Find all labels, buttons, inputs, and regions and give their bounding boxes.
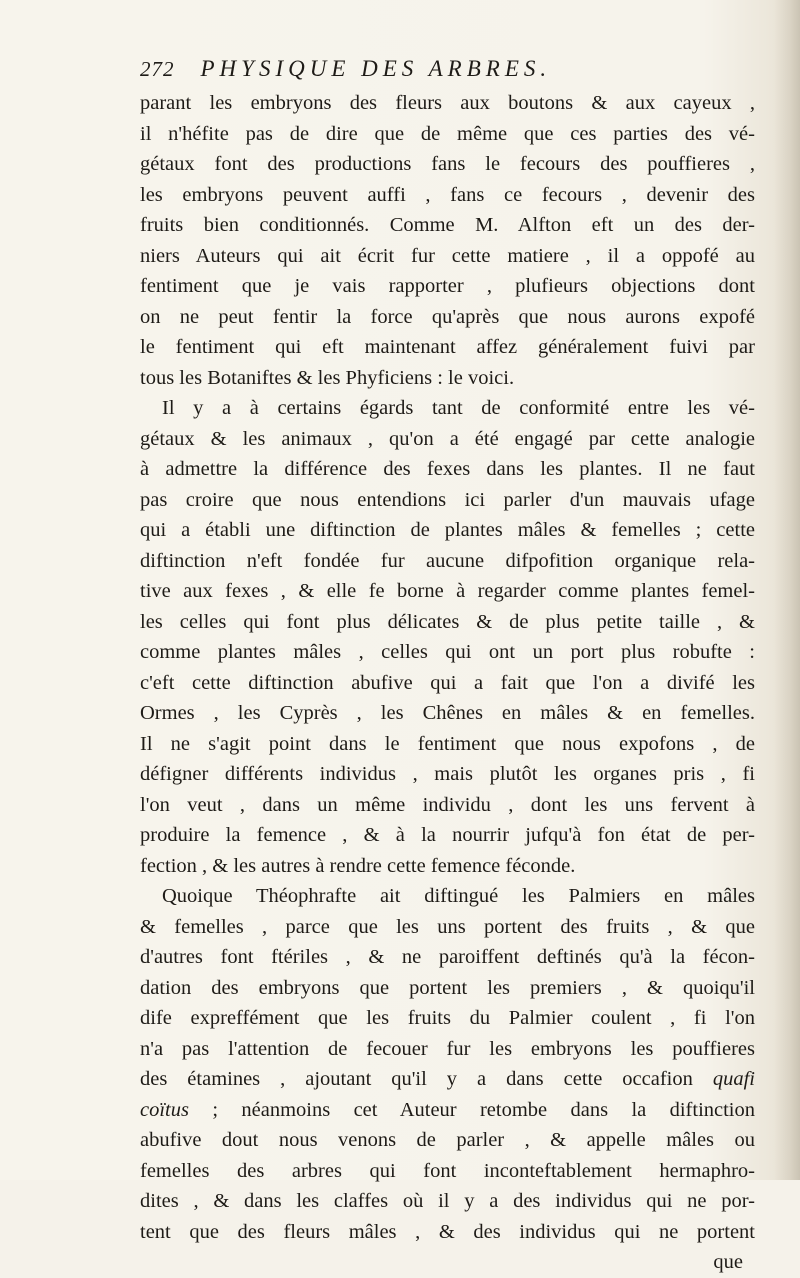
text-line: défigner différents individus , mais plutôt les organes pris , fi — [140, 763, 755, 785]
text-line: il n'héfite pas de dire que de même que ces parties des vé- — [140, 122, 755, 145]
text-line: dife expreffément que les fruits du Palmier coulent , fi l'on — [140, 1007, 755, 1029]
text-line: abufive dout nous venons de parler , & appelle mâles ou — [140, 1129, 755, 1151]
text-line: fentiment que je vais rapporter , plufieurs objections dont — [140, 275, 755, 297]
page-header — [140, 56, 700, 92]
text-line: qui a établi une diftinction de plantes mâles & femelles ; cette — [140, 519, 755, 541]
text-line: dites , & dans les claffes où il y a des individus qui ne por- — [140, 1190, 755, 1212]
text-line: les celles qui font plus délicates & de plus petite taille , & — [140, 610, 755, 633]
text-line: & femelles , parce que les uns portent des fruits , & que — [140, 915, 755, 938]
page-edge-shadow — [774, 0, 800, 1180]
text-line: coïtus ; néanmoins cet Auteur retombe dans la diftinction — [140, 1098, 755, 1121]
text-line: tive aux fexes , & elle fe borne à regarder comme plantes femel- — [140, 580, 755, 602]
text-line: niers Auteurs qui ait écrit fur cette matiere , il a oppofé au — [140, 244, 755, 267]
text-line: fruits bien conditionnés. Comme M. Alfton eft un des der- — [140, 214, 755, 236]
text-line: gétaux font des productions fans le fecours des pouffieres , — [140, 153, 755, 175]
page-number: 272 — [140, 57, 175, 81]
text-line: femelles des arbres qui font inconteftablement hermaphro- — [140, 1159, 755, 1182]
text-line: gétaux & les animaux , qu'on a été engagé par cette analogie — [140, 427, 755, 450]
text-line: n'a pas l'attention de fecouer fur les embryons les pouffieres — [140, 1037, 755, 1060]
text-line: Quoique Théophrafte ait diftingué les Palmiers en mâles — [162, 885, 755, 907]
text-line: le fentiment qui eft maintenant affez généralement fuivi par — [140, 336, 755, 358]
text-line: produire la femence , & à la nourrir jufqu'à fon état de per- — [140, 824, 755, 846]
text-line: d'autres font ftériles , & ne paroiffent deftinés qu'à la fécon- — [140, 946, 755, 968]
text-line: dation des embryons que portent les premiers , & quoiqu'il — [140, 976, 755, 999]
text-line: parant les embryons des fleurs aux boutons & aux cayeux , — [140, 92, 755, 114]
text-line: pas croire que nous entendions ici parler d'un mauvais ufage — [140, 488, 755, 511]
text-line: les embryons peuvent auffi , fans ce fecours , devenir des — [140, 183, 755, 206]
body-text — [140, 88, 755, 1278]
text-line: Ormes , les Cyprès , les Chênes en mâles & en femelles. — [140, 702, 755, 724]
text-line: à admettre la différence des fexes dans les plantes. Il ne faut — [140, 458, 755, 480]
text-line: on ne peut fentir la force qu'après que nous aurons expofé — [140, 305, 755, 328]
text-line: c'eft cette diftinction abufive qui a fait que l'on a divifé les — [140, 671, 755, 694]
text-line: Il y a à certains égards tant de conformité entre les vé- — [162, 397, 755, 419]
text-line: fection , & les autres à rendre cette femence féconde. — [140, 854, 576, 877]
text-line: Il ne s'agit point dans le fentiment que nous expofons , de — [140, 732, 755, 755]
text-line: diftinction n'eft fondée fur aucune difpofition organique rela- — [140, 549, 755, 572]
text-line: comme plantes mâles , celles qui ont un port plus robufte : — [140, 641, 755, 663]
text-line: des étamines , ajoutant qu'il y a dans cette occafion quafi — [140, 1068, 755, 1090]
text-line: tent que des fleurs mâles , & des individus qui ne portent — [140, 1220, 755, 1243]
text-line: tous les Botaniftes & les Phyficiens : le voici. — [140, 366, 515, 389]
text-line: que — [713, 1251, 743, 1273]
text-line: l'on veut , dans un même individu , dont les uns fervent à — [140, 793, 755, 816]
running-head: PHYSIQUE DES ARBRES. — [200, 56, 552, 81]
